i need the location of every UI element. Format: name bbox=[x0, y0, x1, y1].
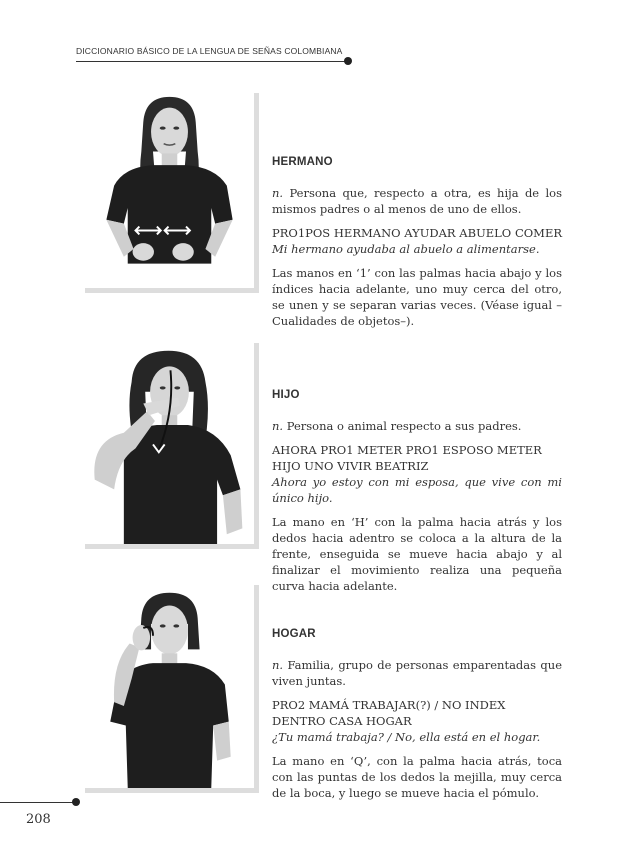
example-sentence: ¿Tu mamá trabaja? / No, ella está en el hogar. bbox=[272, 730, 541, 744]
entry-definition bbox=[272, 418, 562, 434]
signer-illustration bbox=[85, 343, 254, 544]
entry-definition bbox=[272, 185, 562, 217]
sign-description: La mano en ‘H’ con la palma hacia atrás y los dedos hacia adentro se coloca a la altura de la frente, enseguida se mueve hacia abajo y al finalizar el movimiento realiza una pequeña curva hacia adelante. bbox=[272, 515, 562, 593]
running-header: DICCIONARIO BÁSICO DE LA LENGUA DE SEÑAS COLOMBIANA bbox=[76, 46, 343, 56]
part-of-speech: n. bbox=[272, 658, 284, 672]
sign-description: Las manos en ‘1’ con las palmas hacia abajo y los índices hacia adelante, uno muy cerca del otro, se unen y se separan varias veces. (Véase igual –Cualidades de objetos–). bbox=[272, 266, 562, 328]
definition-text: Persona que, respecto a otra, es hija de los mismos padres o al menos de uno de ellos. bbox=[272, 186, 562, 216]
entry-definition bbox=[272, 657, 562, 689]
header-rule bbox=[76, 61, 348, 62]
footer-rule bbox=[0, 802, 74, 803]
definition-text: Familia, grupo de personas emparentadas que viven juntas. bbox=[272, 658, 562, 688]
signer-illustration bbox=[85, 585, 254, 788]
sign-photo-hogar bbox=[85, 585, 259, 793]
sign-gloss: PRO2 MAMÁ TRABAJAR(?) / NO INDEX DENTRO CASA HOGAR bbox=[272, 698, 506, 728]
entry-headword: HIJO bbox=[272, 389, 300, 401]
signer-illustration bbox=[85, 93, 254, 288]
part-of-speech: n. bbox=[272, 419, 284, 433]
example-sentence: Mi hermano ayudaba al abuelo a alimentarse. bbox=[272, 242, 540, 256]
footer-bullet bbox=[72, 798, 80, 806]
entry-headword: HERMANO bbox=[272, 156, 333, 168]
entry-headword: HOGAR bbox=[272, 628, 316, 640]
sign-gloss: AHORA PRO1 METER PRO1 ESPOSO METER HIJO UNO VIVIR BEATRIZ bbox=[272, 443, 542, 473]
sign-photo-hermano bbox=[85, 93, 259, 293]
entry-hogar bbox=[272, 626, 562, 809]
example-sentence: Ahora yo estoy con mi esposa, que vive con mi único hijo. bbox=[272, 475, 562, 505]
entry-hijo bbox=[272, 387, 562, 602]
part-of-speech: n. bbox=[272, 186, 284, 200]
definition-text: Persona o animal respecto a sus padres. bbox=[286, 419, 522, 433]
sign-description: La mano en ‘Q’, con la palma hacia atrás, toca con las puntas de los dedos la mejilla, muy cerca de la boca, y luego se mueve hacia el pómulo. bbox=[272, 754, 562, 800]
header-bullet bbox=[344, 57, 352, 65]
entry-hermano bbox=[272, 154, 562, 337]
sign-gloss: PRO1POS HERMANO AYUDAR ABUELO COMER bbox=[272, 226, 562, 240]
sign-photo-hijo bbox=[85, 343, 259, 549]
page-number: 208 bbox=[26, 812, 51, 827]
